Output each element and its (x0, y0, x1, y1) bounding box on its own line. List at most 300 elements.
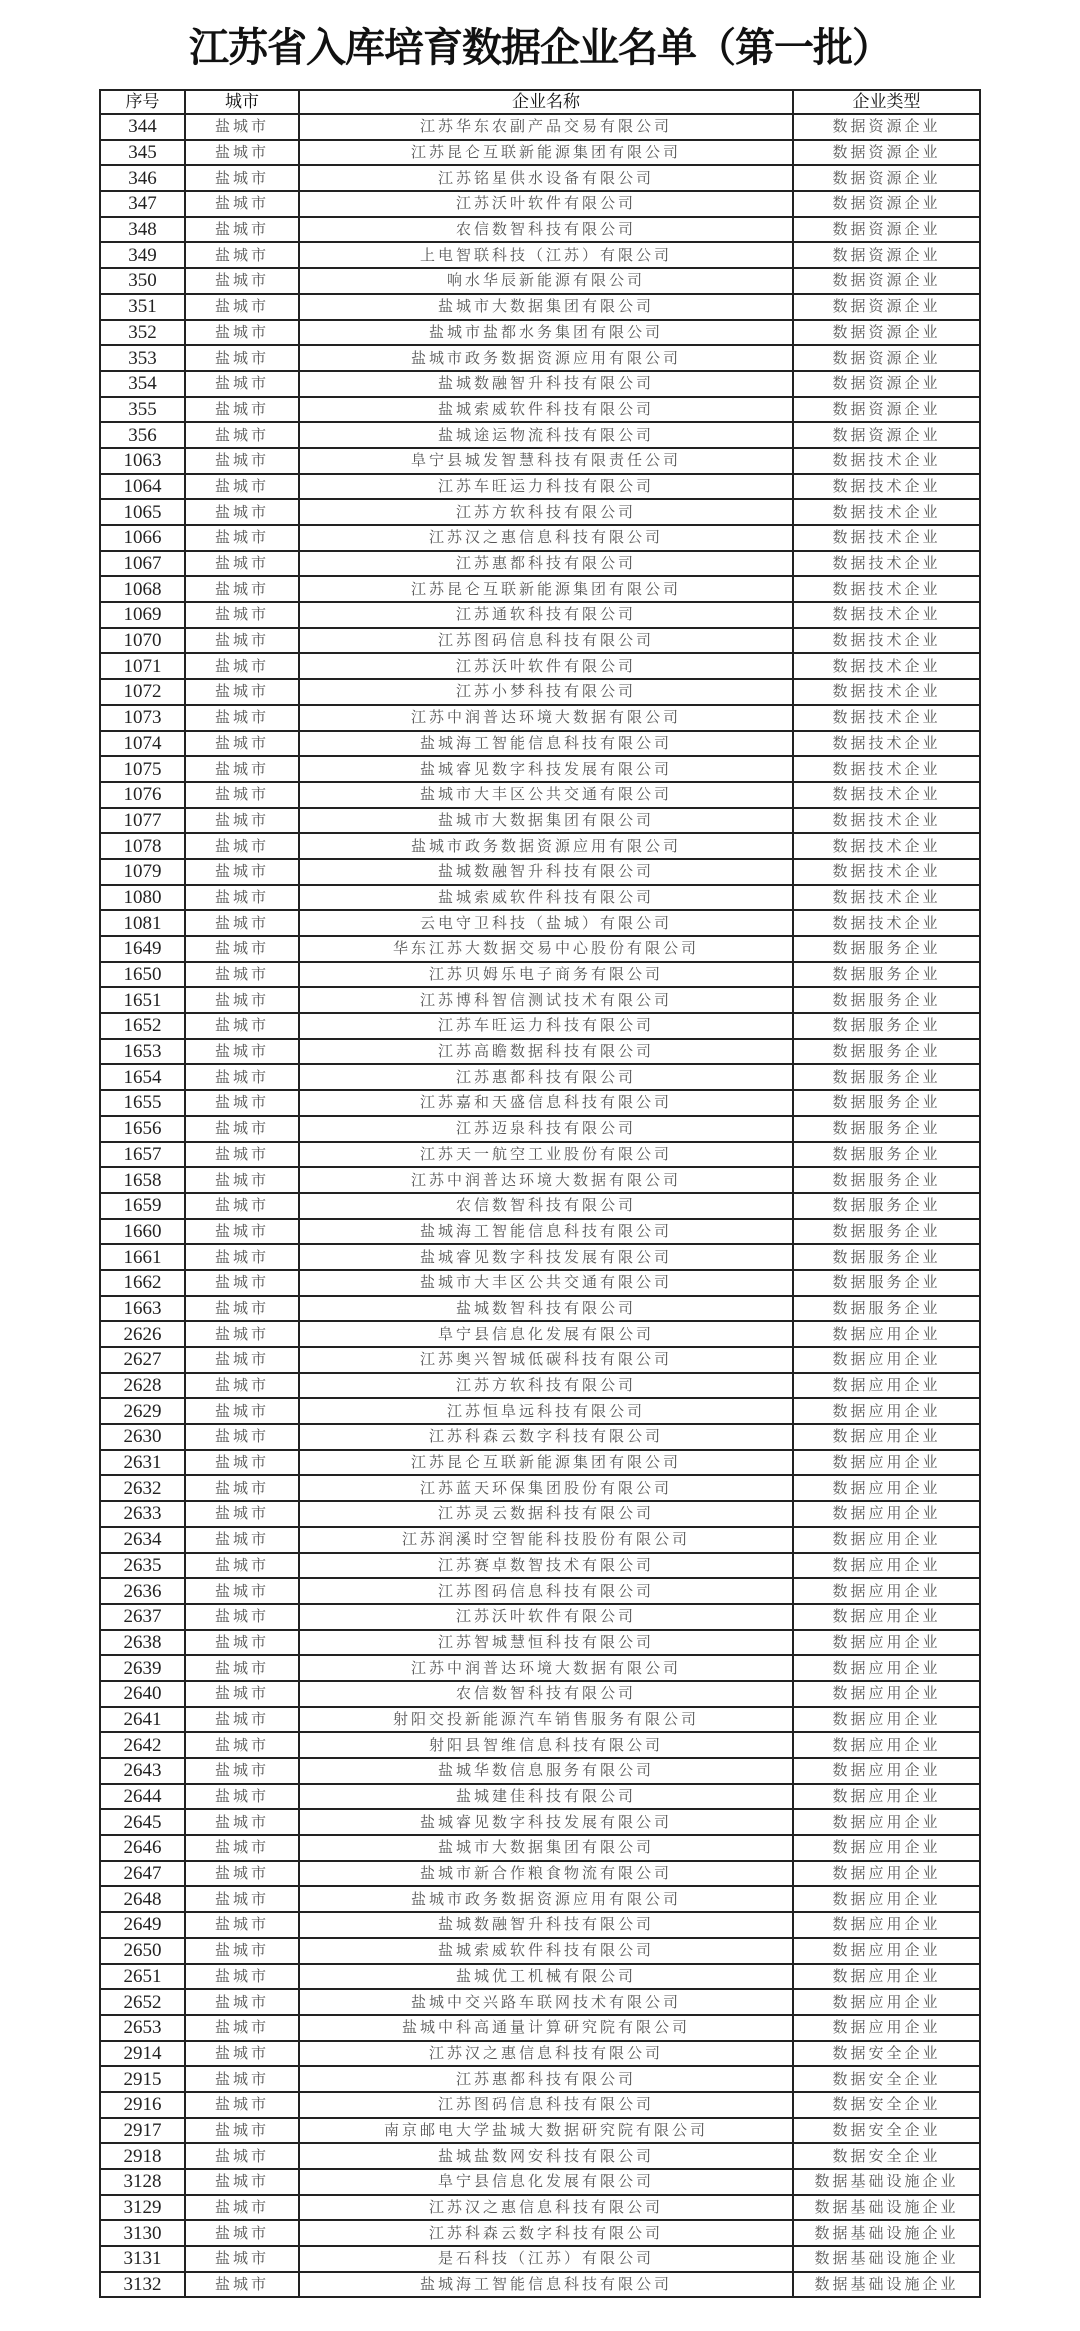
row-company-type: 数据服务企业 (793, 1270, 980, 1296)
row-company-name: 盐城市大数据集团有限公司 (299, 294, 793, 320)
row-city: 盐城市 (185, 1450, 299, 1476)
row-city: 盐城市 (185, 165, 299, 191)
row-number: 356 (100, 422, 185, 448)
row-company-name: 江苏润溪时空智能科技股份有限公司 (299, 1527, 793, 1553)
table-row (100, 1347, 980, 1373)
row-number: 1654 (100, 1064, 185, 1090)
row-number: 1071 (100, 653, 185, 679)
row-company-name: 盐城睿见数字科技发展有限公司 (299, 1809, 793, 1835)
table-row (100, 756, 980, 782)
row-company-name: 江苏图码信息科技有限公司 (299, 1578, 793, 1604)
table-row (100, 1553, 980, 1579)
row-city: 盐城市 (185, 1373, 299, 1399)
row-city: 盐城市 (185, 1604, 299, 1630)
row-city: 盐城市 (185, 1707, 299, 1733)
row-company-type: 数据服务企业 (793, 1116, 980, 1142)
header-type: 企业类型 (793, 90, 980, 114)
row-number: 2653 (100, 2015, 185, 2041)
row-number: 1064 (100, 474, 185, 500)
row-city: 盐城市 (185, 2195, 299, 2221)
table-row (100, 782, 980, 808)
row-number: 1069 (100, 602, 185, 628)
table-row (100, 576, 980, 602)
row-city: 盐城市 (185, 782, 299, 808)
row-company-name: 盐城中科高通量计算研究院有限公司 (299, 2015, 793, 2041)
row-city: 盐城市 (185, 1142, 299, 1168)
row-number: 346 (100, 165, 185, 191)
row-company-name: 盐城市大丰区公共交通有限公司 (299, 1270, 793, 1296)
row-company-type: 数据服务企业 (793, 1064, 980, 1090)
table-body (100, 114, 980, 2297)
row-company-name: 江苏车旺运力科技有限公司 (299, 1013, 793, 1039)
row-company-name: 江苏沃叶软件有限公司 (299, 1604, 793, 1630)
row-number: 1659 (100, 1193, 185, 1219)
table-row (100, 885, 980, 911)
row-number: 1655 (100, 1090, 185, 1116)
row-company-type: 数据资源企业 (793, 268, 980, 294)
row-company-name: 盐城途运物流科技有限公司 (299, 422, 793, 448)
row-company-type: 数据服务企业 (793, 1244, 980, 1270)
row-city: 盐城市 (185, 474, 299, 500)
table-row (100, 2118, 980, 2144)
row-city: 盐城市 (185, 1912, 299, 1938)
row-company-name: 江苏铭星供水设备有限公司 (299, 165, 793, 191)
row-city: 盐城市 (185, 114, 299, 140)
row-number: 1079 (100, 859, 185, 885)
table-row (100, 1142, 980, 1168)
table-row (100, 191, 980, 217)
page-title: 江苏省入库培育数据企业名单（第一批） (189, 24, 891, 71)
row-company-type: 数据服务企业 (793, 1193, 980, 1219)
row-city: 盐城市 (185, 422, 299, 448)
table-row (100, 397, 980, 423)
row-company-type: 数据基础设施企业 (793, 2246, 980, 2272)
row-number: 2914 (100, 2041, 185, 2067)
row-company-type: 数据服务企业 (793, 1167, 980, 1193)
row-city: 盐城市 (185, 217, 299, 243)
row-city: 盐城市 (185, 140, 299, 166)
row-company-type: 数据服务企业 (793, 962, 980, 988)
row-city: 盐城市 (185, 1090, 299, 1116)
table-row (100, 165, 980, 191)
row-number: 2651 (100, 1964, 185, 1990)
table-row (100, 1578, 980, 1604)
row-city: 盐城市 (185, 1809, 299, 1835)
row-number: 1072 (100, 679, 185, 705)
table-row (100, 1938, 980, 1964)
row-company-type: 数据应用企业 (793, 1553, 980, 1579)
row-company-type: 数据技术企业 (793, 731, 980, 757)
row-company-type: 数据技术企业 (793, 679, 980, 705)
table-row (100, 1321, 980, 1347)
table-row (100, 1244, 980, 1270)
row-company-type: 数据应用企业 (793, 1630, 980, 1656)
row-company-name: 江苏奥兴智城低碳科技有限公司 (299, 1347, 793, 1373)
row-company-type: 数据服务企业 (793, 1013, 980, 1039)
row-city: 盐城市 (185, 833, 299, 859)
row-number: 3130 (100, 2220, 185, 2246)
row-company-type: 数据服务企业 (793, 1219, 980, 1245)
row-number: 1651 (100, 987, 185, 1013)
row-company-name: 盐城市大丰区公共交通有限公司 (299, 782, 793, 808)
table-row (100, 1912, 980, 1938)
row-company-name: 江苏汉之惠信息科技有限公司 (299, 2195, 793, 2221)
row-number: 2638 (100, 1630, 185, 1656)
row-company-name: 是石科技（江苏）有限公司 (299, 2246, 793, 2272)
row-company-type: 数据应用企业 (793, 1809, 980, 1835)
table-row (100, 1013, 980, 1039)
row-company-type: 数据应用企业 (793, 1604, 980, 1630)
row-company-name: 南京邮电大学盐城大数据研究院有限公司 (299, 2118, 793, 2144)
row-city: 盐城市 (185, 371, 299, 397)
row-company-type: 数据服务企业 (793, 1296, 980, 1322)
table-row (100, 268, 980, 294)
row-company-name: 江苏科森云数字科技有限公司 (299, 1424, 793, 1450)
row-company-name: 盐城建佳科技有限公司 (299, 1784, 793, 1810)
table-row (100, 140, 980, 166)
table-row (100, 2092, 980, 2118)
table-row (100, 1732, 980, 1758)
row-number: 347 (100, 191, 185, 217)
table-row (100, 1681, 980, 1707)
row-city: 盐城市 (185, 808, 299, 834)
row-city: 盐城市 (185, 2220, 299, 2246)
row-city: 盐城市 (185, 1013, 299, 1039)
row-company-name: 盐城索威软件科技有限公司 (299, 885, 793, 911)
table-row (100, 731, 980, 757)
row-number: 1076 (100, 782, 185, 808)
row-number: 2646 (100, 1835, 185, 1861)
row-company-type: 数据应用企业 (793, 1475, 980, 1501)
row-city: 盐城市 (185, 936, 299, 962)
table-row (100, 1758, 980, 1784)
row-company-type: 数据应用企业 (793, 1989, 980, 2015)
row-company-name: 江苏科森云数字科技有限公司 (299, 2220, 793, 2246)
row-number: 1075 (100, 756, 185, 782)
row-company-name: 江苏中润普达环境大数据有限公司 (299, 1167, 793, 1193)
row-company-type: 数据技术企业 (793, 885, 980, 911)
row-number: 1073 (100, 705, 185, 731)
row-city: 盐城市 (185, 1296, 299, 1322)
row-city: 盐城市 (185, 576, 299, 602)
row-city: 盐城市 (185, 1167, 299, 1193)
row-company-name: 盐城市政务数据资源应用有限公司 (299, 833, 793, 859)
row-number: 3129 (100, 2195, 185, 2221)
row-company-name: 盐城市新合作粮食物流有限公司 (299, 1861, 793, 1887)
row-company-name: 江苏恒阜远科技有限公司 (299, 1398, 793, 1424)
table-row (100, 2272, 980, 2298)
table-row (100, 2195, 980, 2221)
row-city: 盐城市 (185, 448, 299, 474)
table-row (100, 1835, 980, 1861)
row-company-name: 江苏方软科技有限公司 (299, 1373, 793, 1399)
table-row (100, 2246, 980, 2272)
row-city: 盐城市 (185, 2169, 299, 2195)
row-company-name: 盐城数融智升科技有限公司 (299, 859, 793, 885)
row-city: 盐城市 (185, 705, 299, 731)
row-number: 2637 (100, 1604, 185, 1630)
table-row (100, 1193, 980, 1219)
row-number: 349 (100, 242, 185, 268)
row-number: 354 (100, 371, 185, 397)
table-row (100, 1270, 980, 1296)
row-number: 2635 (100, 1553, 185, 1579)
row-company-type: 数据服务企业 (793, 936, 980, 962)
row-number: 1077 (100, 808, 185, 834)
row-number: 2645 (100, 1809, 185, 1835)
header-city: 城市 (185, 90, 299, 114)
row-company-type: 数据安全企业 (793, 2143, 980, 2169)
row-company-name: 江苏惠都科技有限公司 (299, 1064, 793, 1090)
row-city: 盐城市 (185, 2015, 299, 2041)
row-number: 2916 (100, 2092, 185, 2118)
row-company-type: 数据应用企业 (793, 1321, 980, 1347)
row-company-type: 数据资源企业 (793, 114, 980, 140)
table-row (100, 628, 980, 654)
row-number: 3132 (100, 2272, 185, 2298)
row-city: 盐城市 (185, 242, 299, 268)
row-company-type: 数据应用企业 (793, 2015, 980, 2041)
row-company-type: 数据应用企业 (793, 1732, 980, 1758)
row-company-name: 射阳交投新能源汽车销售服务有限公司 (299, 1707, 793, 1733)
row-company-type: 数据技术企业 (793, 808, 980, 834)
row-city: 盐城市 (185, 679, 299, 705)
row-city: 盐城市 (185, 1244, 299, 1270)
row-number: 1656 (100, 1116, 185, 1142)
row-company-name: 江苏惠都科技有限公司 (299, 551, 793, 577)
table-row (100, 833, 980, 859)
row-city: 盐城市 (185, 1681, 299, 1707)
table-row (100, 2066, 980, 2092)
row-number: 352 (100, 320, 185, 346)
row-number: 1650 (100, 962, 185, 988)
table-row (100, 1527, 980, 1553)
row-city: 盐城市 (185, 1989, 299, 2015)
row-company-name: 盐城索威软件科技有限公司 (299, 1938, 793, 1964)
row-company-type: 数据应用企业 (793, 1835, 980, 1861)
row-number: 2652 (100, 1989, 185, 2015)
row-city: 盐城市 (185, 2118, 299, 2144)
row-company-name: 江苏昆仑互联新能源集团有限公司 (299, 140, 793, 166)
table-row (100, 1064, 980, 1090)
row-city: 盐城市 (185, 602, 299, 628)
row-company-type: 数据应用企业 (793, 1938, 980, 1964)
row-city: 盐城市 (185, 1527, 299, 1553)
row-number: 2640 (100, 1681, 185, 1707)
table-row (100, 1501, 980, 1527)
row-number: 344 (100, 114, 185, 140)
row-number: 1663 (100, 1296, 185, 1322)
row-city: 盐城市 (185, 1835, 299, 1861)
table-row (100, 1090, 980, 1116)
row-company-type: 数据技术企业 (793, 602, 980, 628)
row-number: 1080 (100, 885, 185, 911)
row-company-type: 数据应用企业 (793, 1861, 980, 1887)
row-number: 348 (100, 217, 185, 243)
row-number: 2639 (100, 1655, 185, 1681)
row-company-type: 数据应用企业 (793, 1758, 980, 1784)
row-company-name: 射阳县智维信息科技有限公司 (299, 1732, 793, 1758)
row-number: 1653 (100, 1039, 185, 1065)
row-company-type: 数据技术企业 (793, 499, 980, 525)
row-company-type: 数据应用企业 (793, 1450, 980, 1476)
table-row (100, 294, 980, 320)
enterprise-table (99, 89, 981, 2298)
row-company-type: 数据应用企业 (793, 1784, 980, 1810)
row-number: 1081 (100, 910, 185, 936)
table-header-row (100, 90, 980, 114)
row-company-name: 盐城数融智升科技有限公司 (299, 371, 793, 397)
row-number: 1660 (100, 1219, 185, 1245)
table-row (100, 1630, 980, 1656)
row-number: 345 (100, 140, 185, 166)
table-row (100, 910, 980, 936)
row-company-type: 数据资源企业 (793, 140, 980, 166)
table-row (100, 1398, 980, 1424)
row-city: 盐城市 (185, 2246, 299, 2272)
row-company-type: 数据技术企业 (793, 705, 980, 731)
row-city: 盐城市 (185, 1064, 299, 1090)
row-company-type: 数据资源企业 (793, 422, 980, 448)
table-row (100, 602, 980, 628)
table-row (100, 1784, 980, 1810)
row-company-name: 江苏方软科技有限公司 (299, 499, 793, 525)
row-city: 盐城市 (185, 1886, 299, 1912)
row-number: 2632 (100, 1475, 185, 1501)
row-company-type: 数据应用企业 (793, 1655, 980, 1681)
row-city: 盐城市 (185, 1501, 299, 1527)
row-company-name: 盐城盐数网安科技有限公司 (299, 2143, 793, 2169)
row-city: 盐城市 (185, 1732, 299, 1758)
table-row (100, 679, 980, 705)
row-company-name: 江苏沃叶软件有限公司 (299, 653, 793, 679)
header-name: 企业名称 (299, 90, 793, 114)
row-company-name: 江苏车旺运力科技有限公司 (299, 474, 793, 500)
row-company-type: 数据技术企业 (793, 782, 980, 808)
table-row (100, 1707, 980, 1733)
row-company-name: 江苏图码信息科技有限公司 (299, 2092, 793, 2118)
row-company-name: 盐城数智科技有限公司 (299, 1296, 793, 1322)
table-row (100, 1219, 980, 1245)
row-number: 2642 (100, 1732, 185, 1758)
table-row (100, 1809, 980, 1835)
row-number: 1662 (100, 1270, 185, 1296)
row-company-name: 盐城优工机械有限公司 (299, 1964, 793, 1990)
row-number: 2917 (100, 2118, 185, 2144)
row-company-name: 江苏汉之惠信息科技有限公司 (299, 525, 793, 551)
row-city: 盐城市 (185, 1270, 299, 1296)
row-company-name: 江苏高瞻数据科技有限公司 (299, 1039, 793, 1065)
row-company-type: 数据资源企业 (793, 320, 980, 346)
row-number: 355 (100, 397, 185, 423)
table-row (100, 474, 980, 500)
row-company-name: 上电智联科技（江苏）有限公司 (299, 242, 793, 268)
row-city: 盐城市 (185, 859, 299, 885)
row-city: 盐城市 (185, 885, 299, 911)
row-number: 2650 (100, 1938, 185, 1964)
row-company-name: 盐城数融智升科技有限公司 (299, 1912, 793, 1938)
row-company-type: 数据应用企业 (793, 1347, 980, 1373)
row-number: 1074 (100, 731, 185, 757)
table-row (100, 1655, 980, 1681)
row-company-name: 江苏蓝天环保集团股份有限公司 (299, 1475, 793, 1501)
row-company-type: 数据安全企业 (793, 2066, 980, 2092)
row-company-type: 数据服务企业 (793, 1090, 980, 1116)
table-row (100, 217, 980, 243)
row-company-type: 数据技术企业 (793, 628, 980, 654)
table-row (100, 653, 980, 679)
row-city: 盐城市 (185, 2092, 299, 2118)
table-row (100, 1167, 980, 1193)
row-company-name: 盐城市大数据集团有限公司 (299, 808, 793, 834)
row-company-name: 江苏中润普达环境大数据有限公司 (299, 1655, 793, 1681)
row-company-type: 数据应用企业 (793, 1373, 980, 1399)
row-company-name: 响水华辰新能源有限公司 (299, 268, 793, 294)
table-row (100, 859, 980, 885)
row-number: 2636 (100, 1578, 185, 1604)
row-city: 盐城市 (185, 987, 299, 1013)
row-company-type: 数据安全企业 (793, 2092, 980, 2118)
table-row (100, 1604, 980, 1630)
table-row (100, 320, 980, 346)
row-number: 2630 (100, 1424, 185, 1450)
row-company-type: 数据资源企业 (793, 165, 980, 191)
row-number: 1657 (100, 1142, 185, 1168)
row-city: 盐城市 (185, 1578, 299, 1604)
row-number: 2633 (100, 1501, 185, 1527)
row-city: 盐城市 (185, 191, 299, 217)
row-company-name: 阜宁县城发智慧科技有限责任公司 (299, 448, 793, 474)
table-row (100, 1450, 980, 1476)
row-city: 盐城市 (185, 397, 299, 423)
row-company-name: 江苏惠都科技有限公司 (299, 2066, 793, 2092)
row-city: 盐城市 (185, 653, 299, 679)
row-company-name: 江苏赛卓数智技术有限公司 (299, 1553, 793, 1579)
row-city: 盐城市 (185, 1424, 299, 1450)
row-company-type: 数据应用企业 (793, 1527, 980, 1553)
row-city: 盐城市 (185, 499, 299, 525)
row-number: 1652 (100, 1013, 185, 1039)
row-company-type: 数据应用企业 (793, 1964, 980, 1990)
table-row (100, 1861, 980, 1887)
row-company-name: 江苏图码信息科技有限公司 (299, 628, 793, 654)
row-company-name: 盐城索威软件科技有限公司 (299, 397, 793, 423)
table-row (100, 808, 980, 834)
table-row (100, 422, 980, 448)
row-number: 3128 (100, 2169, 185, 2195)
table-row (100, 1475, 980, 1501)
table-row (100, 499, 980, 525)
row-number: 353 (100, 345, 185, 371)
table-row (100, 551, 980, 577)
row-number: 2631 (100, 1450, 185, 1476)
row-company-name: 阜宁县信息化发展有限公司 (299, 2169, 793, 2195)
row-number: 1065 (100, 499, 185, 525)
row-city: 盐城市 (185, 551, 299, 577)
row-company-name: 华东江苏大数据交易中心股份有限公司 (299, 936, 793, 962)
row-city: 盐城市 (185, 1116, 299, 1142)
row-company-type: 数据技术企业 (793, 576, 980, 602)
row-company-name: 农信数智科技有限公司 (299, 1681, 793, 1707)
row-company-name: 农信数智科技有限公司 (299, 217, 793, 243)
row-company-name: 江苏迈泉科技有限公司 (299, 1116, 793, 1142)
row-company-name: 盐城睿见数字科技发展有限公司 (299, 1244, 793, 1270)
table-row (100, 1373, 980, 1399)
row-city: 盐城市 (185, 1861, 299, 1887)
row-number: 2648 (100, 1886, 185, 1912)
table-row (100, 1296, 980, 1322)
table-row (100, 242, 980, 268)
